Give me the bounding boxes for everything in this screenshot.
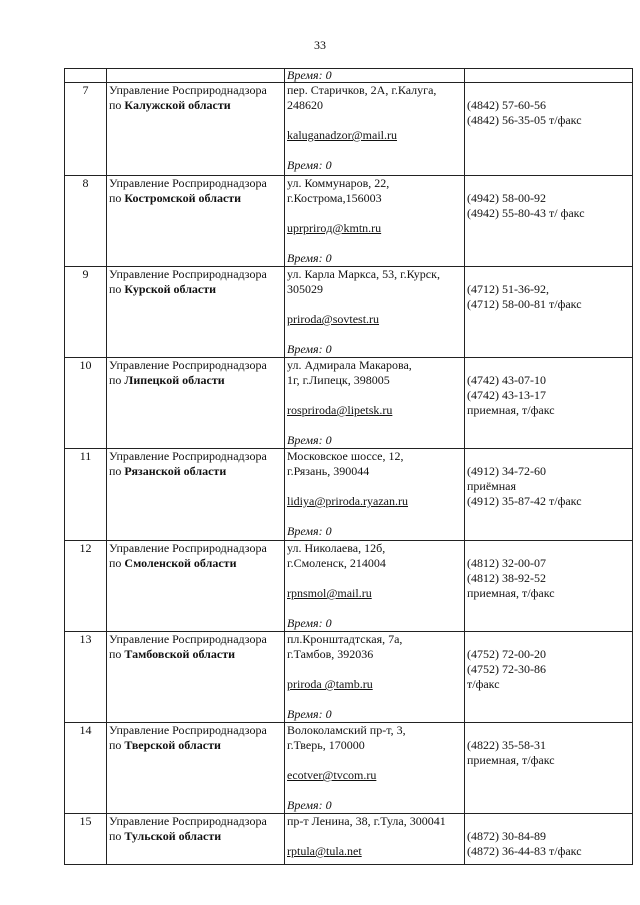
email-link[interactable]: kaluganadzor@mail.ru xyxy=(287,128,398,142)
address-cell xyxy=(285,176,465,267)
address-line: г.Тверь, 170000 xyxy=(287,738,365,752)
row-number: 9 xyxy=(65,267,107,358)
org-region: Тамбовской области xyxy=(124,647,236,661)
org-cell xyxy=(107,176,285,267)
org-cell xyxy=(107,358,285,449)
phone-line: (4842) 57-60-56 xyxy=(467,98,546,112)
table-row xyxy=(65,814,633,865)
phone-line: (4912) 35-87-42 т/факс xyxy=(467,494,582,508)
address-line: пер. Старичков, 2А, г.Калуга, xyxy=(287,83,437,97)
phone-cell xyxy=(465,358,633,449)
phone-line: приёмная xyxy=(467,479,517,493)
row-number: 12 xyxy=(65,541,107,632)
num-cell xyxy=(65,69,107,83)
org-region-line xyxy=(109,373,282,388)
table-row xyxy=(65,632,633,723)
row-number: 11 xyxy=(65,449,107,541)
org-region: Тверской области xyxy=(124,738,221,752)
table-row xyxy=(65,267,633,358)
org-prefix: Управление Росприроднадзора xyxy=(109,83,267,97)
email-link[interactable]: rptula@tula.net xyxy=(287,844,362,858)
email-link[interactable]: rospriroda@lipetsk.ru xyxy=(287,403,393,417)
table-row xyxy=(65,723,633,814)
org-prefix: Управление Росприроднадзора xyxy=(109,267,267,281)
table-row xyxy=(65,176,633,267)
table-row xyxy=(65,541,633,632)
address-cell xyxy=(285,449,465,541)
phone-line: приемная, т/факс xyxy=(467,753,555,767)
time-label: Время: 0 xyxy=(287,798,332,812)
address-line: ул. Коммунаров, 22, xyxy=(287,176,390,190)
address-line: Волоколамский пр-т, 3, xyxy=(287,723,406,737)
table-row-continuation xyxy=(65,69,633,83)
phone-line: (4912) 34-72-60 xyxy=(467,464,546,478)
email-link[interactable]: rpnsmol@mail.ru xyxy=(287,586,372,600)
table-row xyxy=(65,358,633,449)
time-label: Время: 0 xyxy=(287,433,332,447)
phone-cell xyxy=(465,176,633,267)
address-cell xyxy=(285,632,465,723)
address-cell xyxy=(285,358,465,449)
phone-cell xyxy=(465,723,633,814)
row-number: 14 xyxy=(65,723,107,814)
org-by: по xyxy=(109,738,122,752)
org-cell xyxy=(107,449,285,541)
org-cell xyxy=(107,541,285,632)
email-link[interactable]: lidiya@priroda.ryazan.ru xyxy=(287,494,409,508)
address-line: ул. Николаева, 12б, xyxy=(287,541,386,555)
org-by: по xyxy=(109,556,122,570)
phone-line: (4842) 56-35-05 т/факс xyxy=(467,113,582,127)
table-row xyxy=(65,83,633,176)
address-line: ул. Адмирала Макарова, xyxy=(287,358,412,372)
time-label: Время: 0 xyxy=(287,68,332,82)
org-cell xyxy=(107,814,285,865)
org-region: Тульской области xyxy=(124,829,222,843)
address-line: 305029 xyxy=(287,282,323,296)
address-cell xyxy=(285,723,465,814)
row-number: 10 xyxy=(65,358,107,449)
org-cell xyxy=(107,267,285,358)
row-number: 15 xyxy=(65,814,107,865)
phone-line: (4712) 58-00-81 т/факс xyxy=(467,297,582,311)
address-line: 1г, г.Липецк, 398005 xyxy=(287,373,390,387)
org-prefix: Управление Росприроднадзора xyxy=(109,449,267,463)
org-by: по xyxy=(109,647,122,661)
phone-line: т/факс xyxy=(467,677,500,691)
address-line: г.Кострома,156003 xyxy=(287,191,382,205)
email-link[interactable]: ecotver@tvcom.ru xyxy=(287,768,377,782)
phone-line: (4822) 35-58-31 xyxy=(467,738,546,752)
page-number: 33 xyxy=(314,38,326,52)
phone-cell xyxy=(465,267,633,358)
org-region-line xyxy=(109,738,282,753)
org-region: Курской области xyxy=(124,282,217,296)
org-cell xyxy=(107,723,285,814)
address-cell xyxy=(285,69,465,83)
org-region-line xyxy=(109,282,282,297)
phone-cell xyxy=(465,69,633,83)
phone-cell xyxy=(465,814,633,865)
time-label: Время: 0 xyxy=(287,251,332,265)
org-region: Калужской области xyxy=(124,98,231,112)
org-cell xyxy=(107,632,285,723)
org-region-line xyxy=(109,98,282,113)
phone-cell xyxy=(465,632,633,723)
address-line: г.Тамбов, 392036 xyxy=(287,647,374,661)
table-row xyxy=(65,449,633,541)
org-by: по xyxy=(109,373,122,387)
time-label: Время: 0 xyxy=(287,158,332,172)
address-cell xyxy=(285,814,465,865)
row-number: 8 xyxy=(65,176,107,267)
address-cell xyxy=(285,541,465,632)
phone-cell xyxy=(465,449,633,541)
org-region-line xyxy=(109,647,282,662)
phone-line: (4752) 72-00-20 xyxy=(467,647,546,661)
org-cell xyxy=(107,69,285,83)
time-label: Время: 0 xyxy=(287,616,332,630)
org-by: по xyxy=(109,829,122,843)
registry-table-body xyxy=(65,69,633,865)
org-region-line xyxy=(109,464,282,479)
phone-line: приемная, т/факс xyxy=(467,403,555,417)
row-number: 13 xyxy=(65,632,107,723)
address-line: г.Смоленск, 214004 xyxy=(287,556,386,570)
address-line: Московское шоссе, 12, xyxy=(287,449,404,463)
phone-line: (4872) 30-84-89 xyxy=(467,829,546,843)
phone-cell xyxy=(465,541,633,632)
address-line: 248620 xyxy=(287,98,323,112)
address-line: ул. Карла Маркса, 53, г.Курск, xyxy=(287,267,440,281)
phone-line: (4942) 55-80-43 т/ факс xyxy=(467,206,585,220)
org-region-line xyxy=(109,829,282,844)
org-by: по xyxy=(109,191,122,205)
phone-line: (4872) 36-44-83 т/факс xyxy=(467,844,582,858)
phone-line: (4752) 72-30-86 xyxy=(467,662,546,676)
phone-line: (4812) 32-00-07 xyxy=(467,556,546,570)
time-label: Время: 0 xyxy=(287,707,332,721)
org-prefix: Управление Росприроднадзора xyxy=(109,723,267,737)
org-prefix: Управление Росприроднадзора xyxy=(109,632,267,646)
org-by: по xyxy=(109,98,122,112)
time-label: Время: 0 xyxy=(287,342,332,356)
email-link[interactable]: priroda@sovtest.ru xyxy=(287,312,380,326)
address-line: пр-т Ленина, 38, г.Тула, 300041 xyxy=(287,814,446,828)
org-by: по xyxy=(109,282,122,296)
org-prefix: Управление Росприроднадзора xyxy=(109,814,267,828)
phone-line: (4742) 43-07-10 xyxy=(467,373,546,387)
address-cell xyxy=(285,83,465,176)
time-label: Время: 0 xyxy=(287,524,332,538)
org-prefix: Управление Росприроднадзора xyxy=(109,176,267,190)
address-line: г.Рязань, 390044 xyxy=(287,464,370,478)
row-number: 7 xyxy=(65,83,107,176)
phone-line: (4742) 43-13-17 xyxy=(467,388,546,402)
org-prefix: Управление Росприроднадзора xyxy=(109,541,267,555)
phone-line: (4812) 38-92-52 xyxy=(467,571,546,585)
org-region: Липецкой области xyxy=(124,373,225,387)
org-prefix: Управление Росприроднадзора xyxy=(109,358,267,372)
org-cell xyxy=(107,83,285,176)
phone-cell xyxy=(465,83,633,176)
org-region: Смоленской области xyxy=(124,556,237,570)
email-link[interactable]: uprpriroд@kmtn.ru xyxy=(287,221,382,235)
phone-line: (4712) 51-36-92, xyxy=(467,282,549,296)
org-region-line xyxy=(109,556,282,571)
org-region-line xyxy=(109,191,282,206)
org-region: Рязанской области xyxy=(124,464,227,478)
address-cell xyxy=(285,267,465,358)
address-line: пл.Кронштадтская, 7а, xyxy=(287,632,403,646)
phone-line: (4942) 58-00-92 xyxy=(467,191,546,205)
org-region: Костромской области xyxy=(124,191,242,205)
registry-table xyxy=(64,68,633,865)
org-by: по xyxy=(109,464,122,478)
phone-line: приемная, т/факс xyxy=(467,586,555,600)
email-link[interactable]: priroda @tamb.ru xyxy=(287,677,373,691)
